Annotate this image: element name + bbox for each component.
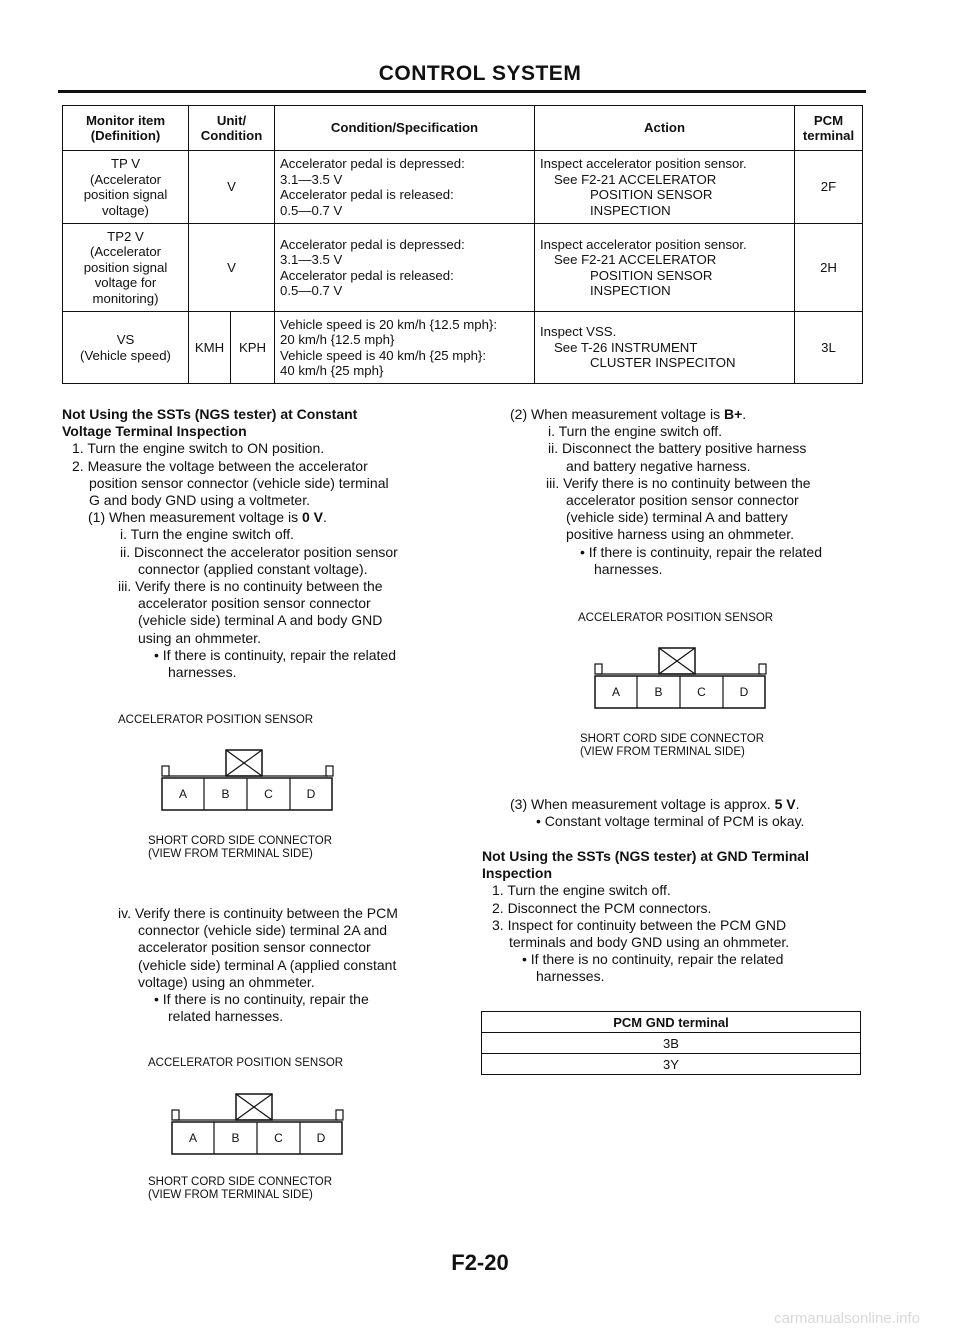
table-header-row [63,106,863,151]
table-row: 3Y [482,1054,861,1075]
unit-kmh: KMH [189,312,231,384]
terminal-c: C [697,685,706,699]
right-column: (2) When measurement voltage is B+. i. Turn the engine switch off. ii. Disconnect the battery positive harness and battery negative harness. iii. Verify there is no continuity between the accelerator position sensor connector (vehicle side) terminal A and battery positive harness using an ohmmeter. • If there is continuity, repair the related harnesses. [496,406,876,578]
section-heading: Not Using the SSTs (NGS tester) at Constant [62,406,358,422]
monitor-item: TP2 V (Accelerator position signal voltage for monitoring) [63,224,189,312]
gnd-section: Not Using the SSTs (NGS tester) at GND Terminal Inspection 1. Turn the engine switch off. 2. Disconnect the PCM connectors. 3. Inspect for continuity between the PCM GND terminals and body GND using an ohmmeter. • If there is no continuity, repair the related harnesses. [482,848,882,986]
terminal-a: A [611,685,620,699]
action: Inspect accelerator position sensor. See F2-21 ACCELERATOR POSITION SENSOR INSPECTION [535,151,795,224]
right-measurement-3: (3) When measurement voltage is approx. 5 V. • Constant voltage terminal of PCM is okay. [496,796,896,830]
watermark: carmanualsonline.info [774,1310,920,1327]
bullet: • If there is continuity, repair the related [580,543,822,560]
action: Inspect accelerator position sensor. See F2-21 ACCELERATOR POSITION SENSOR INSPECTION [535,224,795,312]
left-column-continued: iv. Verify there is continuity between the PCM connector (vehicle side) terminal 2A and accelerator position sensor connector (vehicle side) terminal A (applied constant voltage) using an ohmmeter. • If there is no continuity, repair the related harnesses. [118,905,478,1025]
action: Inspect VSS. See T-26 INSTRUMENT CLUSTER INSPECITON [535,312,795,384]
terminal-d: D [306,787,316,801]
terminal-b: B [231,1131,240,1145]
step-2: 2. Measure the voltage between the accelerator [72,457,368,474]
figure-caption: SHORT CORD SIDE CONNECTOR (VIEW FROM TERMINAL SIDE) [580,733,765,758]
header-monitor-item: Monitor item (Definition) [63,106,189,151]
bullet: • If there is no continuity, repair the [154,991,369,1008]
specification: Vehicle speed is 20 km/h {12.5 mph}: 20 km/h {12.5 mph} Vehicle speed is 40 km/h {25 mph}: 40 km/h {25 mph} [275,312,535,384]
bullet: • If there is continuity, repair the related [154,646,396,663]
figure-label: ACCELERATOR POSITION SENSOR [118,714,314,726]
monitor-item: VS (Vehicle speed) [63,312,189,384]
terminal-d: D [316,1131,326,1145]
terminal-c: C [264,787,273,801]
terminal-b: B [221,787,230,801]
monitor-table [62,105,863,384]
unit: V [189,224,275,312]
terminal-a: A [178,787,187,801]
table-row [63,224,863,312]
measurement-1: (1) When measurement voltage is 0 V. [88,509,327,526]
page-title: CONTROL SYSTEM [378,62,582,85]
header-unit: Unit/ Condition [189,106,275,151]
specification: Accelerator pedal is depressed: 3.1—3.5 V Accelerator pedal is released: 0.5—0.7 V [275,224,535,312]
left-column: Not Using the SSTs (NGS tester) at Constant Voltage Terminal Inspection 1. Turn the engine switch to ON position. 2. Measure the voltage between the accelerator position sensor connector (vehicle side) terminal G and body GND using a voltmeter. (1) When measurement voltage is 0 V. i. Turn the engine switch off. ii. Disconnect the accelerator position sensor connector (applied constant voltage). iii. Verify there is no continuity between the accelerator position sensor connector (vehicle side) terminal A and body GND using an ohmmeter. • If there is continuity, repair the related harnesses. [62,406,462,681]
pcm-gnd-table [481,1011,861,1075]
terminal-b: B [654,685,663,699]
header-action: Action [535,106,795,151]
table-row [63,151,863,224]
table-row [63,312,863,384]
header-pcm-terminal: PCM terminal [795,106,863,151]
figure-label: ACCELERATOR POSITION SENSOR [578,612,774,624]
section-heading: Not Using the SSTs (NGS tester) at GND Terminal [482,848,809,864]
gnd-table-header: PCM GND terminal [482,1012,861,1033]
measurement-2: (2) When measurement voltage is B+. [510,406,747,422]
connector-diagram [160,748,340,818]
pcm-terminal: 2F [795,151,863,224]
specification: Accelerator pedal is depressed: 3.1—3.5 V Accelerator pedal is released: 0.5—0.7 V [275,151,535,224]
step-1: 1. Turn the engine switch to ON position. [72,440,325,457]
pcm-terminal: 2H [795,224,863,312]
monitor-item: TP V (Accelerator position signal voltage) [63,151,189,224]
table-row: 3B [482,1033,861,1054]
unit: V [189,151,275,224]
bullet: • If there is no continuity, repair the related [522,951,784,968]
figure-label: ACCELERATOR POSITION SENSOR [148,1057,344,1069]
figure-caption: SHORT CORD SIDE CONNECTOR (VIEW FROM TERMINAL SIDE) [148,835,333,860]
connector-diagram [170,1092,350,1162]
terminal-d: D [739,685,749,699]
section-heading: Inspection [482,865,553,882]
terminal-a: A [188,1131,197,1145]
section-heading: Voltage Terminal Inspection [62,423,247,440]
page-number: F2-20 [451,1250,509,1275]
header-condition: Condition/Specification [275,106,535,151]
pcm-terminal: 3L [795,312,863,384]
terminal-c: C [274,1131,283,1145]
connector-diagram [593,646,773,716]
unit-kph: KPH [231,312,275,384]
title-rule [58,90,866,93]
figure-caption: SHORT CORD SIDE CONNECTOR (VIEW FROM TERMINAL SIDE) [148,1176,333,1201]
bullet: • Constant voltage terminal of PCM is okay. [536,813,805,830]
